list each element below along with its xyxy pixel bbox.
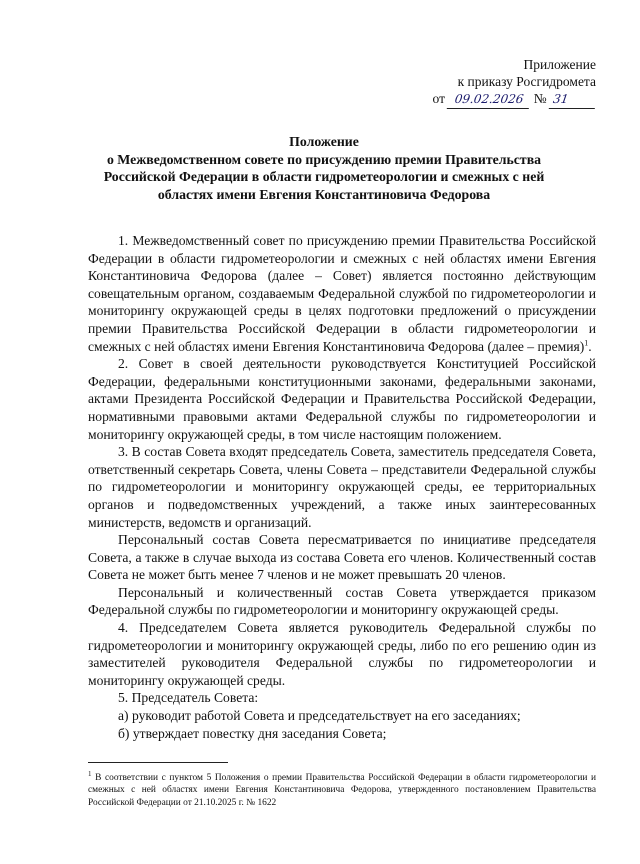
appendix-block (433, 56, 597, 109)
paragraph-3: 3. В состав Совета входят председатель Совета, заместитель председателя Совета, ответственный секретарь Совета, члены Совета – представители Федеральной службы по гидрометеорологии и мониторингу окружающей среды, ее территориальных органов и подведомственных учреждений, а также иных заинтересованных министерств, ведомств и организаций. (88, 444, 596, 530)
footnote-ref: 1 (584, 338, 589, 348)
paragraph-8: а) руководит работой Совета и председательствует на его заседаниях; (118, 708, 521, 724)
footnote-mark: 1 (88, 770, 92, 778)
appendix-title: Приложение (523, 57, 596, 72)
footnote-divider (88, 762, 228, 763)
handwritten-date: 09.02.2026 (447, 91, 532, 109)
heading-subtitle: о Межведомственном совете по присуждению премии Правительства Российской Федерации в области гидрометеорологии и смежных с ней областях имени Евгения Константиновича Федорова (103, 151, 545, 202)
paragraph-6: 4. Председателем Совета является руководитель Федеральной службы по гидрометеорологии и мониторингу окружающей среды, либо по его решению один из заместителей руководителя Федеральной службы по гидрометеорологии и мониторингу окружающей среды. (88, 620, 596, 688)
footnote-text: В соответствии с пунктом 5 Положения о премии Правительства Российской Федерации в области гидрометеорологии и смежных с ней областях имени Евгения Константиновича Федорова, утвержденного постановлением Правительства Российской Федерации от 21.10.2025 г. № 1622 (88, 773, 597, 808)
number-label: № (533, 91, 547, 106)
paragraph-5: Персональный и количественный состав Совета утверждается приказом Федеральной службы по гидрометеорологии и мониторингу окружающей среды. (88, 584, 596, 618)
paragraph-4: Персональный состав Совета пересматривается по инициативе председателя Совета, а также в случае выхода из состава Совета его членов. Количественный состав Совета не может быть менее 7 членов и не может превышать 20 членов. (88, 532, 596, 583)
appendix-order-ref: к приказу Росгидромета (457, 74, 596, 89)
paragraph-1 (88, 232, 596, 355)
heading-title: Положение (289, 134, 359, 149)
paragraph-2: 2. Совет в своей деятельности руководствуется Конституцией Российской Федерации, федеральными конституционными законами, федеральными законами, актами Президента Российской Федерации и Правительства Российской Федерации, нормативными правовыми актами Федеральной службы по гидрометеорологии и мониторингу окружающей среды, в том числе настоящим положением. (88, 356, 596, 442)
footnote (88, 768, 596, 809)
appendix-date-number-line (433, 90, 597, 109)
paragraph-1-text: 1. Межведомственный совет по присуждению премии Правительства Российской Федерации в области гидрометеорологии и смежных с ней областях имени Евгения Константиновича Федорова (далее – Совет) является постоянно действующим совещательным органом, создаваемым Федеральной службой по гидрометеорологии и мониторингу окружающей среды в целях подготовки предложений о присуждении премии Правительства Российской Федерации в области гидрометеорологии и смежных с ней областях имени Евгения Константиновича Федорова (далее – премия) (88, 233, 596, 354)
handwritten-number: 31 (549, 91, 598, 109)
paragraph-9: б) утверждает повестку дня заседания Совета; (118, 725, 387, 741)
paragraph-1-end: . (588, 338, 592, 354)
from-label: от (432, 91, 445, 106)
document-body (88, 232, 596, 742)
paragraph-7: 5. Председатель Совета: (118, 690, 259, 706)
document-heading (80, 133, 568, 203)
